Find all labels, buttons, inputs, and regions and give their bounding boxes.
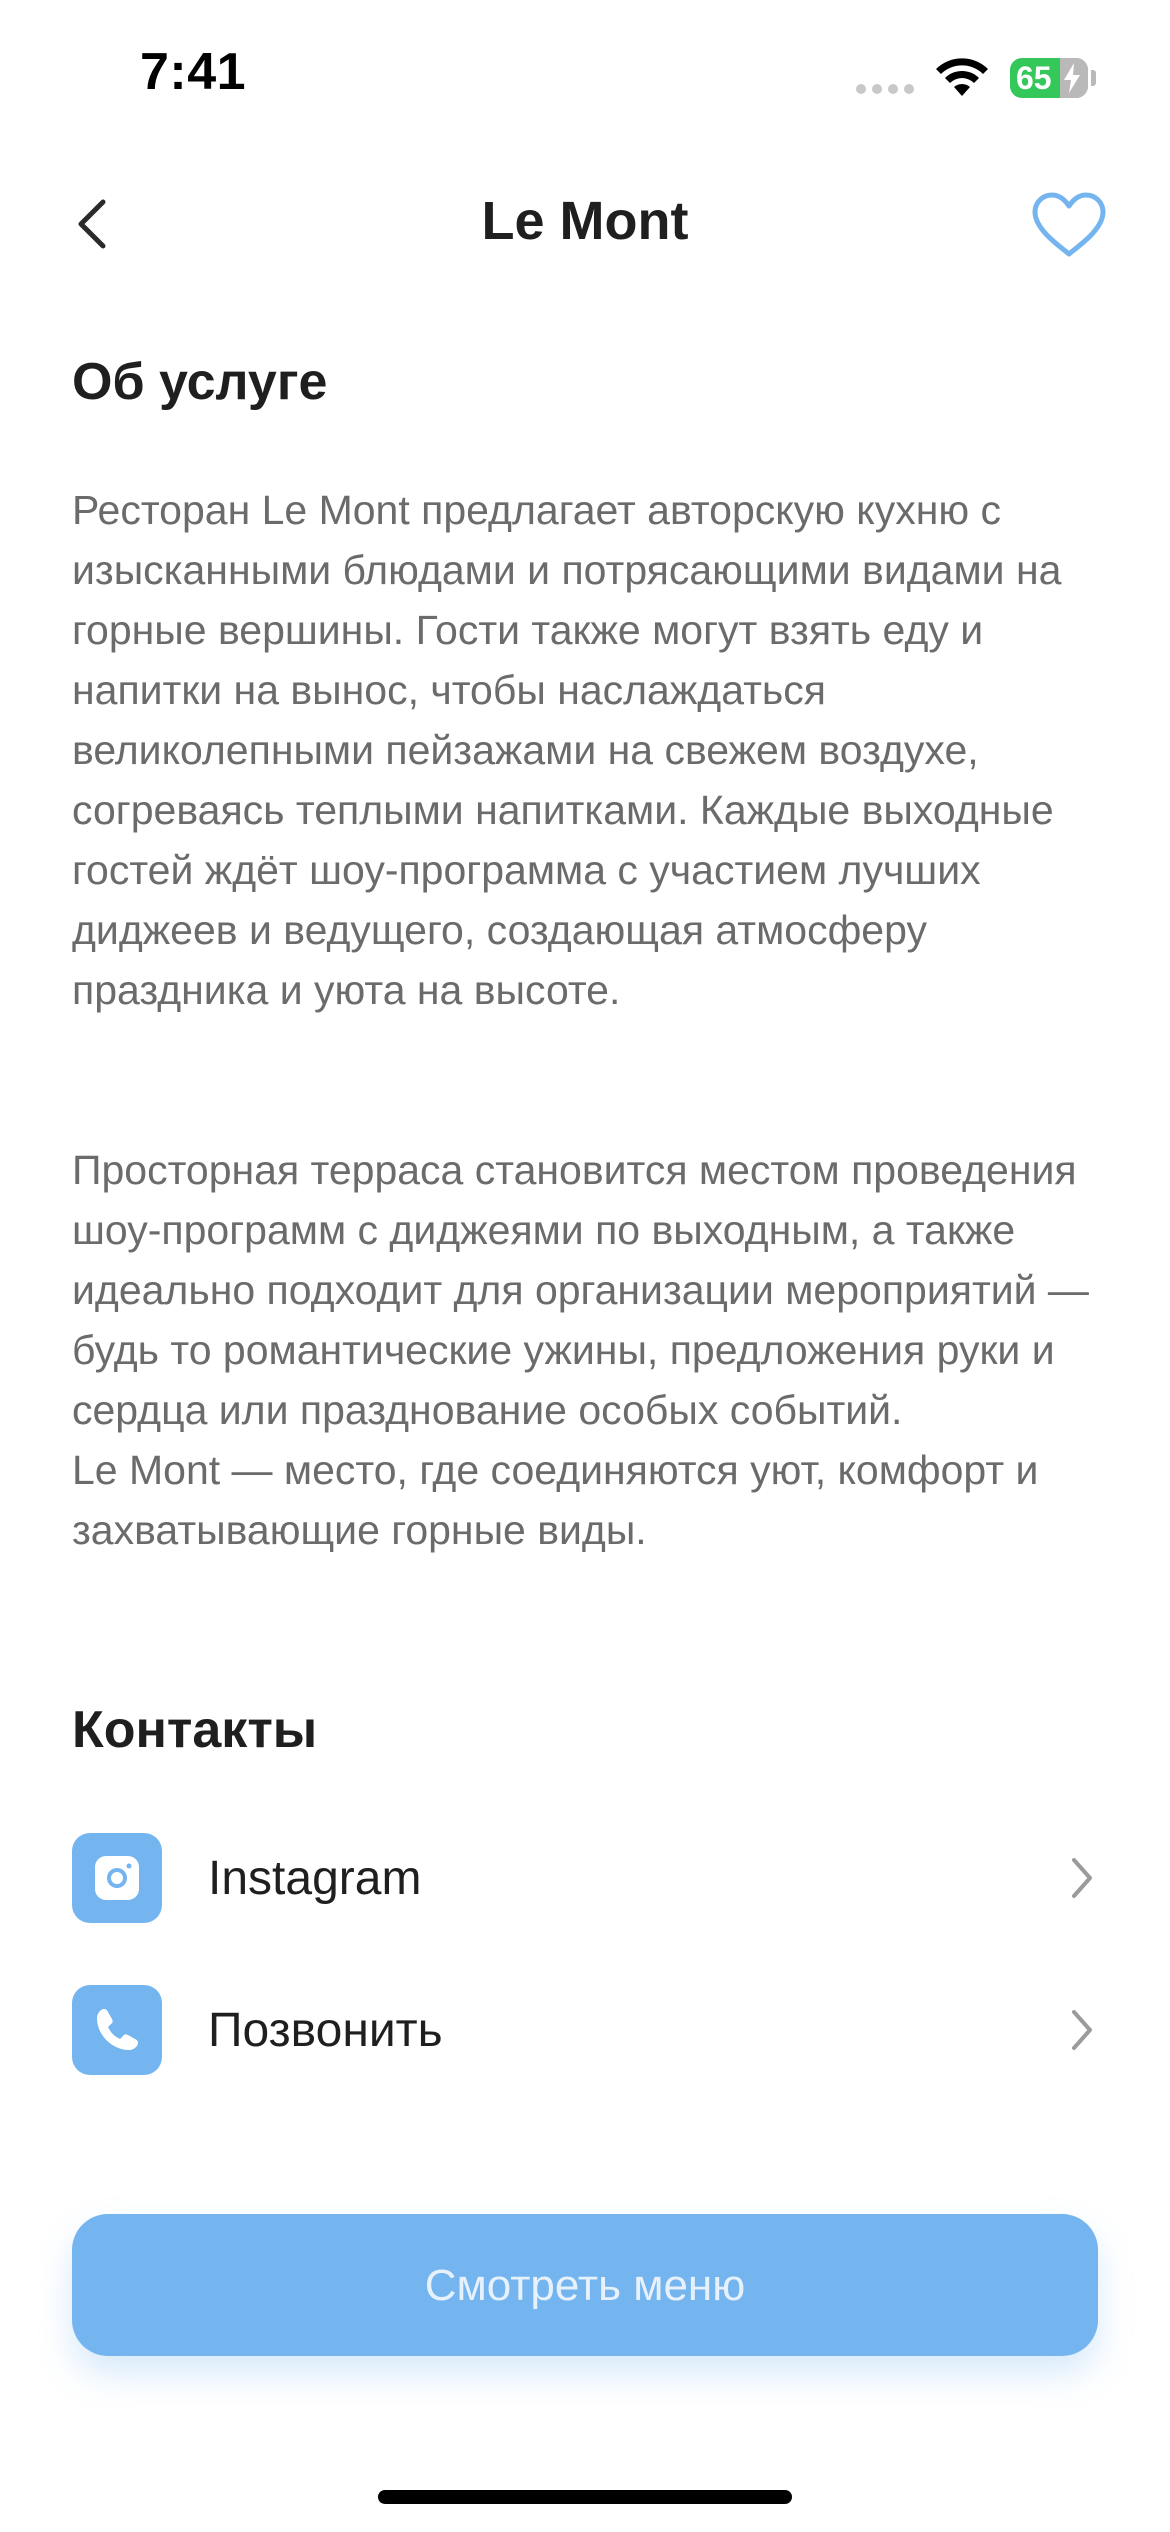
chevron-right-icon xyxy=(1062,1848,1102,1908)
battery-level: 65 xyxy=(1016,60,1052,96)
about-description-paragraph: Ресторан Le Mont предлагает авторскую кухню с изысканными блюдами и потрясающими видами на горные вершины. Гости также могут взять еду и напитки на вынос, чтобы наслаждаться великолепными пейзажами на свежем воздухе, согреваясь теплыми напитками. Каждые выходные гостей ждёт шоу-программа с участием лучших диджеев и ведущего, создающая атмосферу праздника и уюта на высоте. xyxy=(72,487,1062,1013)
heart-outline-icon xyxy=(1031,192,1107,258)
battery-icon xyxy=(1010,58,1088,98)
home-indicator[interactable] xyxy=(378,2490,792,2504)
wifi-icon xyxy=(934,56,990,98)
navigation-header xyxy=(0,170,1170,280)
status-bar xyxy=(0,0,1170,150)
battery-nub xyxy=(1091,70,1096,86)
favorite-button[interactable] xyxy=(1028,184,1110,266)
contact-call-row[interactable] xyxy=(72,1984,1102,2076)
charging-bolt-icon xyxy=(1062,63,1082,93)
contact-instagram-label: Instagram xyxy=(208,1851,422,1905)
phone-icon xyxy=(72,1985,162,2075)
page-title: Le Mont xyxy=(481,191,689,251)
contact-call-label: Позвонить xyxy=(208,2003,443,2057)
chevron-right-icon xyxy=(1062,2000,1102,2060)
instagram-icon xyxy=(72,1833,162,1923)
cellular-signal-icon xyxy=(856,84,914,94)
contacts-section-title: Контакты xyxy=(72,1701,318,1759)
about-description-paragraph-2 xyxy=(72,1140,1122,1560)
contact-instagram-row[interactable] xyxy=(72,1832,1102,1924)
status-time: 7:41 xyxy=(140,43,247,101)
about-description-part-2: Le Mont — место, где соединяются уют, комфорт и захватывающие горные виды. xyxy=(72,1447,1039,1553)
view-menu-button[interactable]: Смотреть меню xyxy=(72,2214,1098,2356)
about-section-title: Об услуге xyxy=(72,353,328,411)
about-description-part-1: Просторная терраса становится местом проведения шоу-программ с диджеями по выходным, а также идеально подходит для организации мероприятий — будь то романтические ужины, предложения руки и сердца или празднование особых событий. xyxy=(72,1147,1089,1433)
